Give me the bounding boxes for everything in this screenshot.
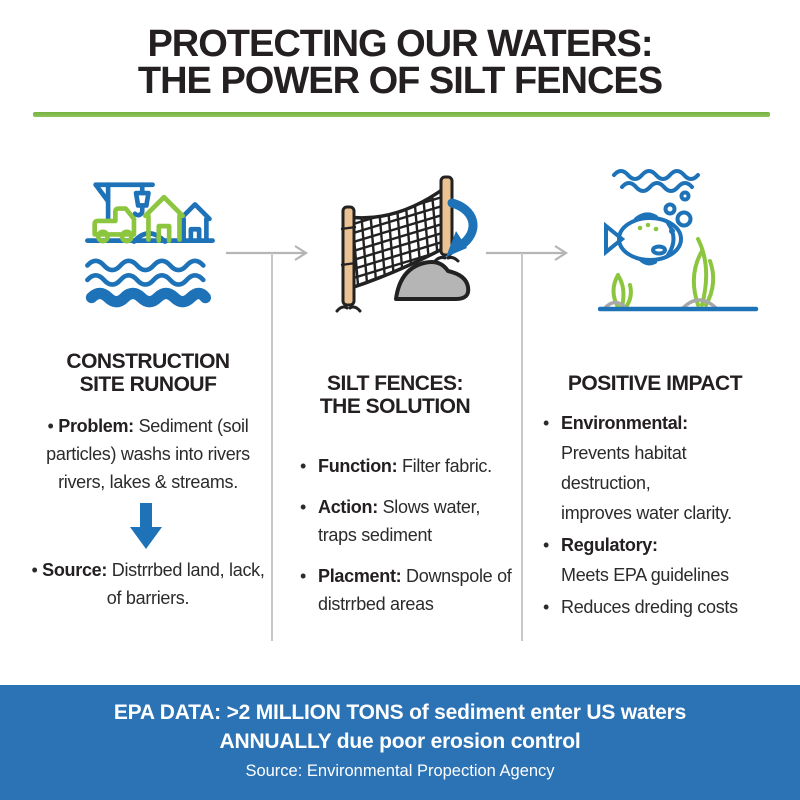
page-title-line2: THE POWER OF SILT FENCES [137,60,663,102]
col2-placement-label: Placment: [318,566,402,586]
col2-function-text: Filter fabric. [401,456,492,476]
epa-banner [0,685,800,800]
col2-action-text: Slows water, [382,497,481,517]
col1-source-bullet [22,556,274,612]
col2-placement-line2: distrrbed areas [318,594,434,614]
col3-regulatory-bullet [543,530,775,590]
col3-environmental-label: Environmental: [561,413,688,433]
col3-dredging-text: Reduces dreding costs [561,597,738,617]
col3-environmental-line3: improves water clarity. [561,503,732,523]
col2-action-line2: traps sediment [318,525,432,545]
epa-banner-line1: EPA DATA: >2 MILLION TONS of sediment enter US waters [113,701,687,724]
col2-heading-line1: SILT FENCES: [327,372,463,395]
col1-heading-line2: SITE RUNOUF [79,373,217,396]
col2-heading-line2: THE SOLUTION [319,395,471,418]
epa-banner-line2: ANNUALLY due poor erosion control [219,730,581,753]
col1-problem-bullet [28,412,268,496]
col2-action-bullet [300,493,520,549]
col1-heading [28,350,268,396]
col1-problem-label: Problem: [58,416,134,436]
col3-heading-text: POSITIVE IMPACT [567,372,743,395]
right-arrow-icon [225,244,313,262]
col3-environmental-bullet [543,408,775,528]
col1-source-line2: of barriers. [106,588,190,608]
col2-placement-text: Downspole of [406,566,512,586]
bullet-glyph: • [300,456,307,476]
col2-action-label: Action: [318,497,378,517]
col2-heading [295,372,495,418]
silt-fence-icon [312,171,487,323]
bullet-glyph: • [300,566,307,586]
down-arrow-icon [130,503,162,549]
right-arrow-icon [485,244,573,262]
page-title [0,23,800,102]
col1-heading-line1: CONSTRUCTION [66,350,230,373]
bullet-glyph: • [31,560,38,580]
col3-bullets [543,408,775,635]
col3-regulatory-line2: Meets EPA guidelines [561,565,729,585]
epa-banner-source: Source: Environmental Propection Agency [245,762,555,780]
page-title-line1: PROTECTING OUR WATERS: [147,23,653,65]
col2-function-bullet [300,452,520,480]
column-divider [521,253,523,641]
col1-problem-line3: rivers, lakes & streams. [58,472,238,492]
col3-heading [545,372,765,395]
col2-placement-bullet [300,562,520,618]
fish-habitat-icon [598,157,760,321]
col2-function-label: Function: [318,456,398,476]
col3-regulatory-label: Regulatory: [561,535,658,555]
construction-site-icon [80,162,220,312]
bullet-glyph: • [543,535,550,555]
bullet-glyph: • [300,497,307,517]
col3-environmental-line2: Prevents habitat destruction, [561,443,687,493]
col3-dredging-bullet [543,592,775,622]
col1-problem-text: Sediment (soil [138,416,249,436]
bullet-glyph: • [543,413,550,433]
title-underline [33,112,770,117]
col1-problem-line2: particles) washs into rivers [46,444,250,464]
col1-source-text: Distrrbed land, lack, [111,560,265,580]
bullet-glyph: • [543,597,550,617]
bullet-glyph: • [47,416,54,436]
col1-source-label: Source: [42,560,108,580]
col2-bullets [300,452,520,631]
